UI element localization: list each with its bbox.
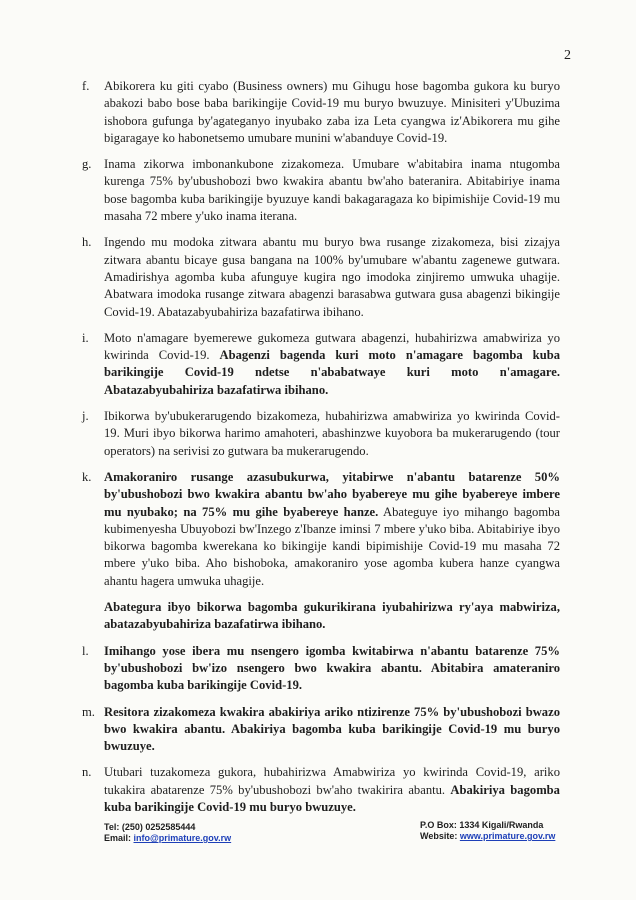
list-item-letter: j. (82, 409, 89, 424)
list-item-letter: k. (82, 469, 92, 484)
list-item-text: Utubari tuzakomeza gukora, hubahirizwa Amabwiriza yo kwirinda Covid-19, ariko tukakira abatarenze 75% by'ubushobozi bw'aho twakirira abantu. (104, 765, 560, 797)
footer-pobox: P.O Box: 1334 Kigali/Rwanda (420, 820, 544, 830)
list-item (82, 704, 560, 756)
list-item-letter: h. (82, 235, 92, 250)
page-number: 2 (564, 48, 571, 63)
list-item (82, 643, 560, 695)
list-section-1 (82, 78, 560, 590)
list-item-text: Inama zikorwa imbonankubone zizakomeza. Umubare w'abitabira inama ntugomba kurenga 75% by'ubushobozi bwo kwakira abantu bw'aho bateranira. Abitabiriye inama bose bagomba kuba barikingije byuzuye kandi bakagaragaza ko bipimishije Covid-19 mu masaha 72 mbere y'uko inama iterana. (104, 157, 560, 224)
list-item-letter: l. (82, 643, 89, 658)
list-item-text: Abagenzi bagenda kuri moto n'amagare bagomba kuba barikingije Covid-19 ndetse n'ababatwaye kuri moto n'amagare. Abatazabyubahiriza bazafatirwa ibihano. (104, 348, 560, 397)
footer-tel: Tel: (250) 0252585444 (104, 822, 196, 832)
list-item (82, 764, 560, 816)
list-item-letter: n. (82, 765, 92, 780)
footer-email-link[interactable]: info@primature.gov.rw (133, 833, 232, 843)
list-item-text: Ibikorwa by'ubukerarugendo bizakomeza, hubahirizwa amabwiriza yo kwirinda Covid-19. Muri ibyo bikorwa harimo amahoteri, abashinzwe kuyobora ba mukerarugendo (tour operators) na serivisi zo gutwara ba mukerarugendo. (104, 409, 560, 458)
footer-email-label: Email: (104, 833, 134, 843)
list-section-2 (82, 643, 560, 817)
footer-email-line (104, 833, 231, 844)
list-item (82, 234, 560, 320)
document-body (82, 78, 560, 825)
list-item (82, 78, 560, 147)
list-item-letter: m. (82, 704, 95, 719)
list-item-text: Resitora zizakomeza kwakira abakiriya ariko ntizirenze 75% by'ubushobozi bwazo bwo kwakira abantu. Abakiriya bagomba kuba barikingije Covid-19 mu buryo bwuzuye. (104, 704, 560, 754)
list-item-text: Abateguye iyo mihango bagomba kubimenyesha Ubuyobozi bw'Inzego z'Ibanze iminsi 7 mbere y'uko biba. Abitabiriye ibyo bikorwa bagomba kwerekana ko bikingije kandi bipimishije Covid-19 mu masaha 72 mbere y'uko biba. Aho bishoboka, amakoraniro yose agomba kubera hanze cyangwa ahantu hagera umwuka uhagije. (104, 504, 560, 588)
list-item (82, 156, 560, 225)
list-item-letter: f. (82, 79, 90, 93)
footer-website-line (420, 831, 555, 842)
list-item-text: Abakiriya bagomba kuba barikingije Covid-19 mu buryo bwuzuye. (104, 782, 560, 814)
subparagraph-k: Abategura ibyo bikorwa bagomba gukurikirana iyubahirizwa ry'aya mabwiriza, abatazabyubahiriza bazafatirwa ibihano. (104, 600, 560, 632)
list-item-text: Ingendo mu modoka zitwara abantu mu buryo bwa rusange zizakomeza, bisi zizajya zitwara abantu bicaye gusa bangana na 100% by'umubare w'abantu zagenewe gutwara. Amadirishya agomba kuba afunguye kugira ngo imodoka zinjiremo umwuka uhagije. Abatwara imodoka rusange zitwara abagenzi barasabwa gutwara gusa abagenzi bikingije Covid-19. Abatazabyubahiriza bazafatirwa ibihano. (104, 235, 560, 319)
list-item-text: Abikorera ku giti cyabo (Business owners) mu Gihugu hose bagomba gukora ku buryo abakozi babo bose baba barikingije Covid-19 mu buryo bwuzuye. Minisiteri y'Ubuzima ishobora gufunga by'agateganyo inyubako zaba iza Leta cyangwa iz'Abikorera mu gihe bigaragaye ko habonetsemo umubare munini w'abanduye Covid-19. (104, 79, 560, 145)
footer-contact-right (420, 820, 555, 842)
list-item-letter: g. (82, 157, 92, 172)
list-item-letter: i. (82, 330, 89, 345)
footer-contact-left (104, 822, 231, 844)
list-item-text: Amakoraniro rusange azasubukurwa, yitabirwe n'abantu batarenze 50% by'ubushobozi bwo kwakira abantu bw'aho byabereye mu gihe byabereye imbere mu nyubako; na 75% mu gihe byabereye hanze. (104, 469, 560, 519)
list-item (82, 469, 560, 590)
list-item (82, 330, 560, 399)
list-item-text: Imihango yose ibera mu nsengero igomba kwitabirwa n'abantu batarenze 75% by'ubushobozi bw'izo nsengero bwo kwakira abantu. Abitabira amateraniro bagomba kuba barikingije Covid-19. (104, 643, 560, 693)
list-item-text: Moto n'amagare byemerewe gukomeza gutwara abagenzi, hubahirizwa amabwiriza yo kwirinda Covid-19. (104, 330, 560, 363)
footer-website-label: Website: (420, 831, 460, 841)
list-item (82, 408, 560, 460)
footer-website-link[interactable]: www.primature.gov.rw (459, 831, 556, 841)
